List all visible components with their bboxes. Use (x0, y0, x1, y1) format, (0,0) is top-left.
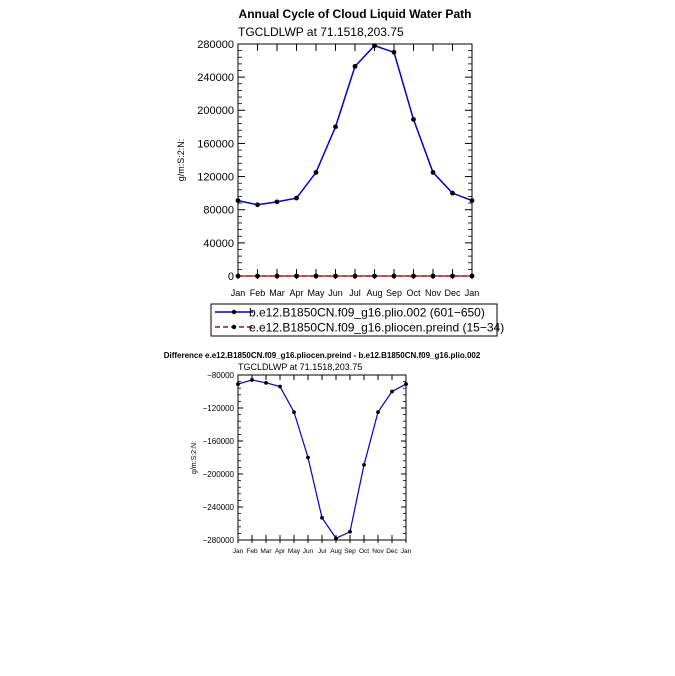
chart2-xtick-label: Sep (344, 548, 356, 555)
chart2-xtick-label: May (287, 548, 301, 555)
chart1-series-2-point (314, 274, 319, 279)
chart2-series-1-point (264, 381, 268, 385)
chart1-plot-frame (238, 44, 472, 276)
chart1-y-axis-label: g/m:S:2:N: (176, 138, 186, 182)
chart1-series-2-point (470, 274, 475, 279)
chart1-series-2-point (255, 274, 260, 279)
chart2-ytick-label: −160000 (202, 436, 234, 446)
chart1-series-1-line (238, 46, 472, 205)
chart1-series-2-point (333, 274, 338, 279)
chart1-ytick-label: 80000 (203, 204, 234, 217)
chart1-series-2-point (450, 274, 455, 279)
chart1-title: Annual Cycle of Cloud Liquid Water Path (238, 7, 472, 21)
chart1-series-1-point (275, 199, 280, 204)
chart1-xtick-label: Jan (230, 288, 246, 298)
chart1-ytick-label: 280000 (197, 38, 234, 51)
chart1-xtick-label: May (307, 288, 325, 298)
chart2-xtick-label: Jul (317, 548, 327, 555)
chart2-series-1-point (320, 516, 324, 520)
chart1-ytick-label: 160000 (197, 138, 234, 151)
chart1-series-1-point (294, 196, 299, 201)
chart1-xtick-label: Jun (328, 288, 343, 298)
chart1-xtick-label: Sep (385, 288, 403, 298)
chart2-ytick-label: −240000 (202, 502, 234, 512)
chart2-xtick-label: Jan (400, 548, 412, 555)
chart1-xtick-label: Jan (464, 288, 480, 298)
chart1-series-1-point (470, 198, 475, 203)
chart1-series-1-point (333, 124, 338, 129)
chart1-ytick-label: 200000 (197, 105, 234, 118)
chart1-series-2-point (372, 274, 377, 279)
chart1-ytick-label: 40000 (203, 237, 234, 250)
chart2-series-1-point (236, 382, 240, 386)
chart1-series-1-point (353, 64, 358, 69)
chart2-xtick-label: Dec (386, 548, 398, 555)
chart2-subtitle: TGCLDLWP at 71.1518,203.75 (238, 362, 363, 372)
chart1-series-2-point (392, 274, 397, 279)
chart1-series-2-point (236, 274, 241, 279)
chart1-series-1-point (236, 198, 241, 203)
chart2-ytick-label: −200000 (202, 469, 234, 479)
chart1-series-1-point (372, 43, 377, 48)
chart2-y-axis-label: g/m:S:2:N: (191, 440, 198, 475)
chart1-legend-marker-1 (232, 310, 236, 314)
chart2-xtick-label: Jan (232, 548, 244, 555)
chart1-xtick-label: Mar (269, 288, 285, 298)
chart1-series-2-point (275, 274, 280, 279)
chart1-series-1-point (450, 191, 455, 196)
chart2-xtick-label: Apr (274, 548, 286, 555)
chart2-title: Difference e.e12.B1850CN.f09_g16.pliocen.preind - b.e12.B1850CN.f09_g16.plio.002 (163, 351, 481, 360)
chart1-legend-label-1: b.e12.B1850CN.f09_g16.plio.002 (601−650) (249, 305, 485, 320)
chart1-xtick-label: Aug (366, 288, 383, 298)
chart1-xtick-label: Jul (349, 288, 361, 298)
chart2-series-1-point (278, 385, 282, 389)
chart1-series-1-point (411, 117, 416, 122)
chart1-series-1-point (255, 202, 260, 207)
chart2-xtick-label: Feb (246, 548, 258, 555)
chart2-xtick-label: Oct (358, 548, 370, 555)
chart1-xtick-label: Feb (249, 288, 266, 298)
chart1-xtick-label: Nov (424, 288, 442, 298)
chart2-xtick-label: Aug (330, 548, 342, 555)
chart1-xtick-label: Apr (289, 288, 304, 298)
chart2-xtick-label: Mar (260, 548, 272, 555)
chart1-series-2-point (353, 274, 358, 279)
chart1-xtick-label: Oct (406, 288, 421, 298)
chart2-ytick-label: −80000 (207, 370, 234, 380)
chart1-legend-marker-2 (232, 325, 236, 329)
chart1-ytick-label: 120000 (197, 171, 234, 184)
chart1-series-1-point (392, 50, 397, 55)
chart1-subtitle: TGCLDLWP at 71.1518,203.75 (238, 25, 404, 39)
chart2-series-1-point (404, 382, 408, 386)
chart1-series-1-point (431, 170, 436, 175)
chart2-series-1-line (238, 380, 406, 538)
chart2-series-1-point (376, 410, 380, 414)
chart2-series-1-point (292, 410, 296, 414)
chart1-ytick-label: 240000 (197, 72, 234, 85)
chart2-series-1-point (250, 378, 254, 382)
chart1-legend-label-2: e.e12.B1850CN.f09_g16.pliocen.preind (15−34) (249, 320, 505, 335)
chart2-xtick-label: Nov (372, 548, 384, 555)
chart1-xtick-label: Dec (444, 288, 461, 298)
chart2-ytick-label: −280000 (202, 535, 234, 545)
chart2-series-1-point (348, 530, 352, 534)
chart2-series-1-point (390, 390, 394, 394)
chart1-ytick-label: 0 (227, 270, 234, 283)
chart1-series-2-point (431, 274, 436, 279)
chart1-series-1-point (314, 170, 319, 175)
chart2-series-1-point (334, 536, 338, 540)
chart2-xtick-label: Jun (302, 548, 314, 555)
chart2-ytick-label: −120000 (202, 403, 234, 413)
chart1-series-2-point (411, 274, 416, 279)
chart2-series-1-point (362, 463, 366, 467)
chart2-series-1-point (306, 456, 310, 460)
chart1-series-2-point (294, 274, 299, 279)
